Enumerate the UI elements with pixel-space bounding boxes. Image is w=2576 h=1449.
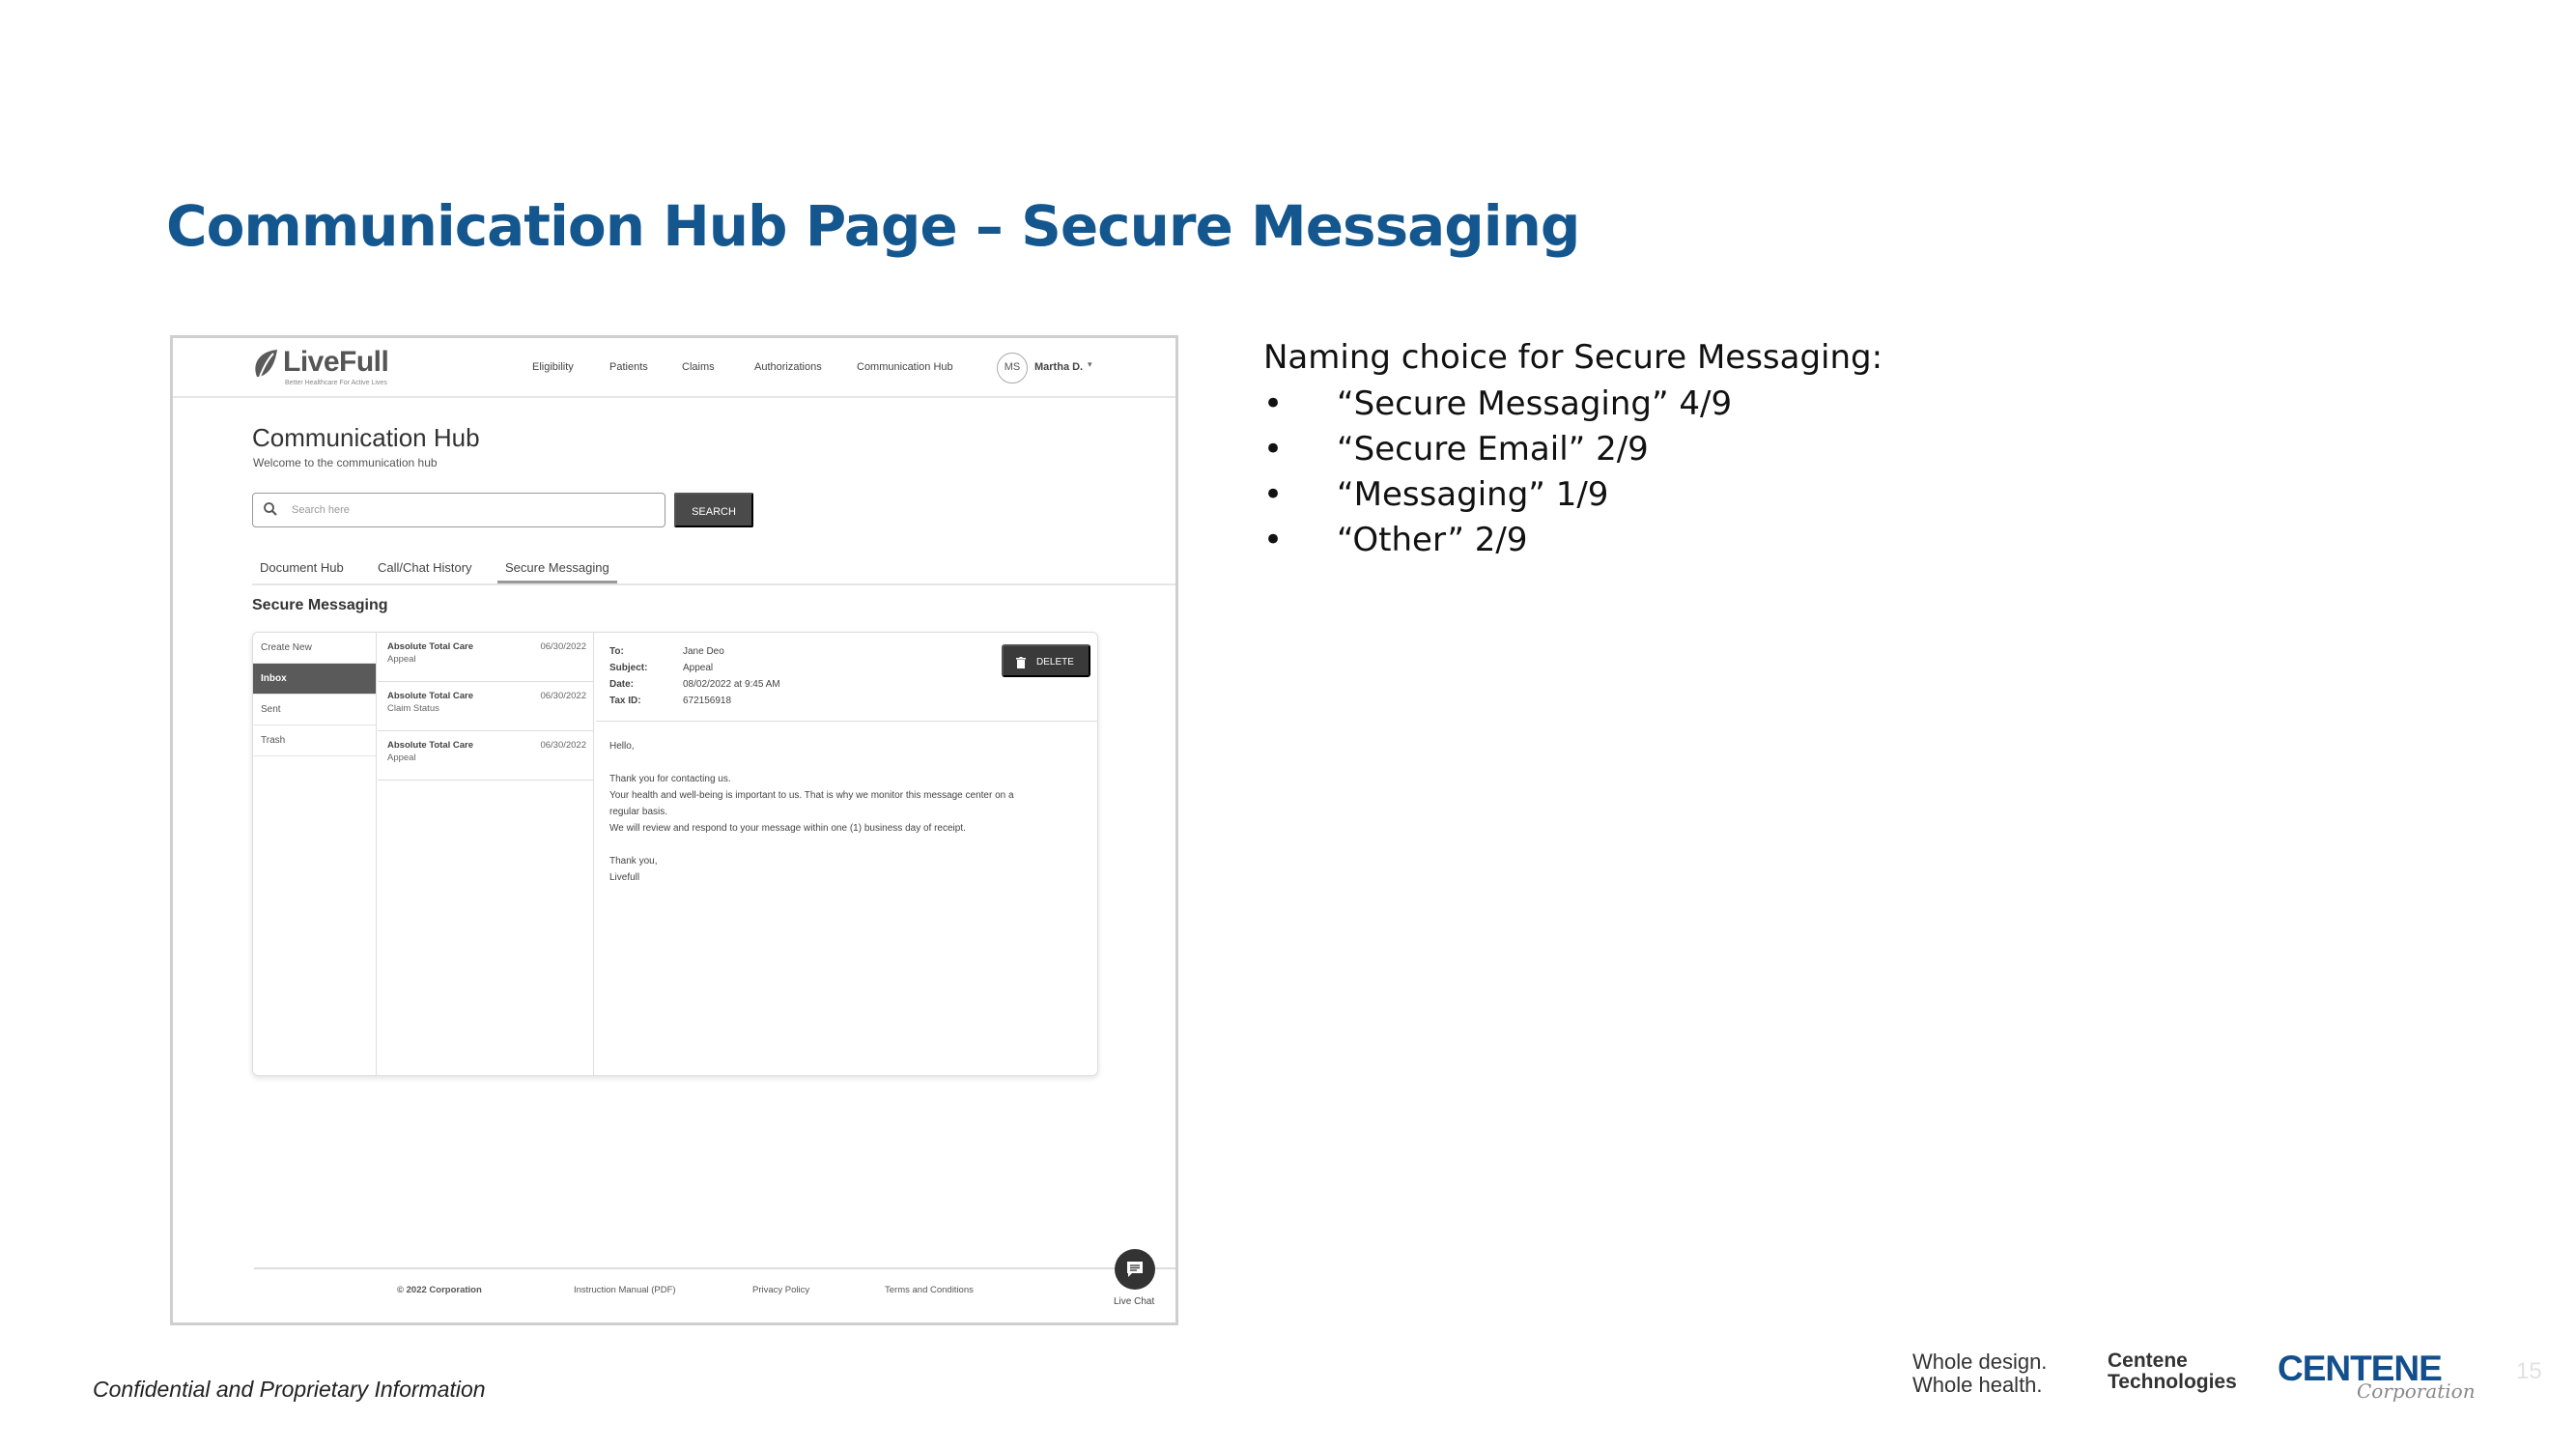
search-icon (263, 501, 278, 517)
whole-design-tagline (1912, 1350, 2047, 1397)
message-subject: Appeal (387, 753, 416, 763)
naming-choice-heading: Naming choice for Secure Messaging: (1263, 338, 1883, 377)
centene-tech-line-1: Centene (2108, 1350, 2188, 1372)
centene-logo: CENTENE (2278, 1349, 2442, 1388)
logo-tagline: Better Healthcare For Active Lives (285, 380, 387, 386)
nav-communication-hub[interactable]: Communication Hub (857, 361, 953, 373)
footer-terms-link[interactable]: Terms and Conditions (885, 1285, 974, 1295)
logo-text: LiveFull (283, 346, 389, 378)
folder-sent[interactable]: Sent (253, 695, 376, 725)
search-input[interactable] (292, 502, 649, 518)
date-value: 08/02/2022 at 9:45 AM (683, 679, 780, 690)
search-button[interactable]: SEARCH (674, 493, 753, 527)
whole-design-line: Whole design. (1912, 1350, 2048, 1374)
folder-trash[interactable]: Trash (253, 725, 376, 756)
app-header (173, 338, 1175, 398)
nav-authorizations[interactable]: Authorizations (754, 361, 822, 373)
delete-label: DELETE (1036, 657, 1074, 668)
bullet-dot: • (1263, 384, 1284, 423)
user-avatar[interactable]: MS (997, 353, 1028, 384)
live-chat-button[interactable] (1115, 1249, 1155, 1290)
date-label: Date: (609, 679, 635, 690)
subject-label: Subject: (609, 663, 648, 673)
list-item[interactable] (378, 682, 594, 731)
tab-call-chat-history[interactable]: Call/Chat History (378, 560, 472, 575)
tab-secure-messaging[interactable]: Secure Messaging (497, 560, 617, 583)
message-body-line: Livefull (609, 872, 640, 883)
user-name[interactable]: Martha D. (1034, 361, 1084, 373)
message-body-line: We will review and respond to your message within one (1) business day of receipt. (609, 823, 966, 834)
section-heading: Secure Messaging (252, 597, 388, 613)
page-subtitle: Welcome to the communication hub (253, 456, 438, 469)
nav-eligibility[interactable]: Eligibility (532, 361, 574, 373)
message-body-line: regular basis. (609, 807, 668, 817)
message-body-line: Your health and well-being is important to us. That is why we monitor this message center on a (609, 790, 1014, 801)
taxid-label: Tax ID: (609, 696, 641, 706)
nav-patients[interactable]: Patients (609, 361, 648, 373)
bullet-text: “Messaging” 1/9 (1337, 475, 1609, 514)
page-number: 15 (2516, 1358, 2542, 1384)
bullet-dot: • (1263, 521, 1284, 559)
to-label: To: (609, 646, 624, 657)
message-detail (596, 633, 1097, 1075)
whole-health-line: Whole health. (1912, 1373, 2043, 1397)
bullet-dot: • (1263, 475, 1284, 514)
bullet-dot: • (1263, 430, 1284, 469)
centene-corporation-text: Corporation (2357, 1379, 2476, 1403)
live-chat-label[interactable]: Live Chat (1114, 1296, 1155, 1307)
delete-button[interactable] (1002, 644, 1090, 677)
messaging-panel (252, 632, 1098, 1076)
message-sender: Absolute Total Care (387, 641, 474, 652)
message-list (378, 633, 594, 1075)
app-mockup-screenshot (170, 335, 1178, 1325)
message-subject: Appeal (387, 654, 416, 665)
slide-title: Communication Hub Page – Secure Messaging (166, 193, 1580, 259)
centene-tech-line-2: Technologies (2108, 1371, 2237, 1393)
bullet-text: “Secure Email” 2/9 (1337, 430, 1649, 469)
tab-divider (252, 583, 1177, 585)
trash-icon (1016, 657, 1026, 668)
page-title: Communication Hub (252, 423, 480, 452)
folder-inbox[interactable]: Inbox (253, 664, 376, 695)
chevron-down-icon[interactable]: ▾ (1088, 359, 1092, 369)
bullet-text: “Secure Messaging” 4/9 (1337, 384, 1733, 423)
message-date: 06/30/2022 (540, 740, 586, 751)
message-body-line: Hello, (609, 741, 635, 752)
footer-divider (254, 1267, 1178, 1269)
centene-technologies-logo (2108, 1350, 2237, 1393)
footer-instruction-manual-link[interactable]: Instruction Manual (PDF) (574, 1285, 676, 1295)
leaf-logo-icon (252, 348, 281, 381)
taxid-value: 672156918 (683, 696, 732, 706)
folder-create-new[interactable]: Create New (253, 633, 376, 664)
folder-list (253, 633, 377, 1075)
message-sender: Absolute Total Care (387, 740, 474, 751)
to-value: Jane Deo (683, 646, 724, 657)
message-date: 06/30/2022 (540, 641, 586, 652)
tab-document-hub[interactable]: Document Hub (260, 560, 344, 575)
subject-value: Appeal (683, 663, 714, 673)
search-box[interactable] (252, 493, 665, 527)
message-meta (596, 633, 1097, 722)
message-subject: Claim Status (387, 703, 439, 714)
list-item[interactable] (378, 731, 594, 781)
message-body-line: Thank you, (609, 856, 658, 867)
footer-copyright: © 2022 Corporation (397, 1285, 482, 1295)
list-item[interactable] (378, 633, 594, 682)
nav-claims[interactable]: Claims (682, 361, 715, 373)
confidential-footer: Confidential and Proprietary Information (93, 1377, 486, 1402)
message-date: 06/30/2022 (540, 691, 586, 701)
chat-icon (1125, 1260, 1145, 1279)
message-sender: Absolute Total Care (387, 691, 474, 701)
message-body-line: Thank you for contacting us. (609, 774, 731, 784)
footer-privacy-policy-link[interactable]: Privacy Policy (752, 1285, 810, 1295)
bullet-text: “Other” 2/9 (1337, 521, 1528, 559)
